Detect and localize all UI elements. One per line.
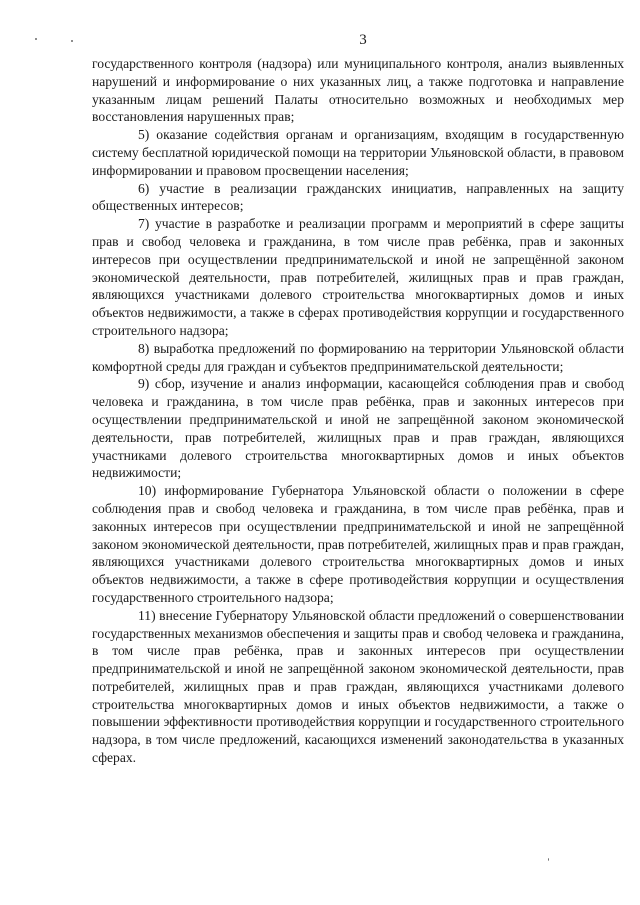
scan-speck [35, 38, 37, 40]
paragraph-item-8: 8) выработка предложений по формированию на территории Ульяновской области комфортной среды для граждан и субъектов предпринимательской деятельности; [92, 340, 624, 374]
paragraph-item-7: 7) участие в разработке и реализации программ и мероприятий в сфере защиты прав и свобод человека и гражданина, в том числе прав ребёнка, прав и законных интересов при осуществлении предпринимательской и иной не запрещённой законом экономической деятельности, прав потребителей, жилищных прав и прав граждан, являющихся участниками долевого строительства многоквартирных домов и иных объектов недвижимости, а также в сферах противодействия коррупции и государственного строительного надзора; [92, 216, 624, 338]
paragraph-item-6: 6) участие в реализации гражданских инициатив, направленных на защиту общественных интересов; [92, 180, 624, 214]
page-number: 3 [359, 32, 367, 48]
scan-speck [71, 40, 73, 42]
paragraph-item-11: 11) внесение Губернатору Ульяновской области предложений о совершенствовании государственных механизмов обеспечения и защиты прав и свобод человека и гражданина, в том числе прав ребёнка, прав и законных интересов при осуществлении предпринимательской и иной не запрещённой законом экономической деятельности, прав потребителей, жилищных прав и прав граждан, являющихся участниками долевого строительства многоквартирных домов и иных объектов недвижимости, а также о повышении эффективности противодействия коррупции и государственного строительного надзора, в том числе предложений, касающихся изменений законодательства в указанных сферах. [92, 607, 624, 766]
document-page [92, 32, 624, 767]
paragraph-item-10: 10) информирование Губернатора Ульяновской области о положении в сфере соблюдения прав и свобод человека и гражданина, в том числе прав ребёнка, прав и законных интересов при осуществлении предпринимательской и иной не запрещённой законом экономической деятельности, прав потребителей, жилищных прав и прав граждан, являющихся участниками долевого строительства многоквартирных домов и иных объектов недвижимости, а также в сфере противодействия коррупции и осуществления государственного строительного надзора; [92, 483, 624, 605]
paragraph-item-9: 9) сбор, изучение и анализ информации, касающейся соблюдения прав и свобод человека и гражданина, в том числе прав ребёнка, прав и законных интересов при осуществлении предпринимательской и иной не запрещённой законом экономической деятельности, прав потребителей, жилищных прав и прав граждан, являющихся участниками долевого строительства многоквартирных домов и иных объектов недвижимости; [92, 376, 624, 481]
paragraph-continuation: государственного контроля (надзора) или муниципального контроля, анализ выявленных нарушений и информирование о них указанных лиц, а также подготовка и направление указанным лицам решений Палаты относительно возможных и необходимых мер восстановления нарушенных прав; [92, 56, 624, 125]
paragraph-item-5: 5) оказание содействия органам и организациям, входящим в государственную систему бесплатной юридической помощи на территории Ульяновской области, в правовом информировании и правовом просвещении населения; [92, 127, 624, 178]
scan-speck [548, 858, 549, 861]
